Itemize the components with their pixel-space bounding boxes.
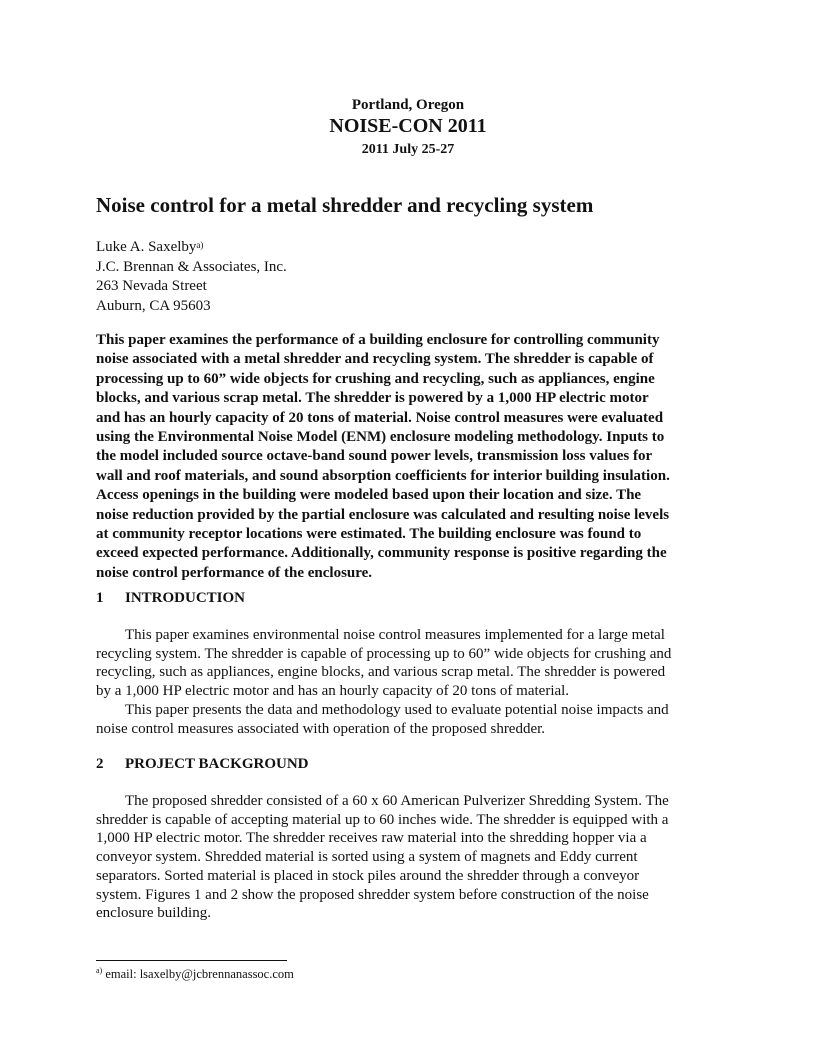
footnote-marker: a) xyxy=(96,966,103,975)
abstract-line: This paper examines the performance of a building enclosure for controlling community xyxy=(96,332,660,348)
abstract-line: exceed expected performance. Additionally, community response is positive regarding the xyxy=(96,545,667,562)
abstract-line: noise reduction provided by the partial enclosure was calculated and resulting noise levels xyxy=(96,506,670,523)
body-line: separators. Sorted material is placed in stock piles around the shredder through a conveyor xyxy=(96,867,640,884)
abstract-line: noise control performance of the enclosure. xyxy=(96,564,373,581)
section-title: PROJECT BACKGROUND xyxy=(125,756,309,772)
abstract-line: and has an hourly capacity of 20 tons of material. Noise control measures were evaluated xyxy=(96,409,664,426)
section-heading-project-background xyxy=(96,756,309,773)
abstract-line: processing up to 60” wide objects for crushing and recycling, such as appliances, engine xyxy=(96,370,655,387)
author-city: Auburn, CA 95603 xyxy=(96,297,211,314)
conference-name: NOISE-CON 2011 xyxy=(329,115,487,137)
body-line: shredder is capable of accepting material up to 60 inches wide. The shredder is equipped with a xyxy=(96,811,669,828)
abstract-line: the model included source octave-band sound power levels, transmission loss values for xyxy=(96,448,653,465)
author-company: J.C. Brennan & Associates, Inc. xyxy=(96,258,287,275)
section-number: 1 xyxy=(96,590,104,606)
paper-title: Noise control for a metal shredder and recycling system xyxy=(96,193,594,217)
footnote-text: email: lsaxelby@jcbrennanassoc.com xyxy=(102,967,294,981)
author-street: 263 Nevada Street xyxy=(96,278,207,294)
abstract xyxy=(96,331,716,583)
body-line: recycling system. The shredder is capable of processing up to 60” wide objects for crushing and xyxy=(96,645,672,662)
conference-location: Portland, Oregon xyxy=(351,97,465,113)
section-heading-introduction xyxy=(96,590,245,607)
abstract-line: blocks, and various scrap metal. The shredder is powered by a 1,000 HP electric motor xyxy=(96,390,649,407)
body-line: The proposed shredder consisted of a 60 x 60 American Pulverizer Shredding System. The xyxy=(125,793,669,809)
author-name: Luke A. Saxelby xyxy=(96,239,197,255)
conference-dates: 2011 July 25-27 xyxy=(361,142,455,157)
section-number: 2 xyxy=(96,756,104,772)
body-line: by a 1,000 HP electric motor and has an hourly capacity of 20 tons of material. xyxy=(96,683,570,700)
author-name-line xyxy=(96,238,287,258)
footnote xyxy=(96,967,294,982)
body-line: recycling, such as appliances, engine blocks, and various scrap metal. The shredder is powered xyxy=(96,664,666,681)
author-block xyxy=(96,238,287,316)
body-line: This paper presents the data and methodology used to evaluate potential noise impacts and xyxy=(125,701,669,718)
abstract-line: using the Environmental Noise Model (ENM) enclosure modeling methodology. Inputs to xyxy=(96,429,665,446)
body-line: enclosure building. xyxy=(96,905,211,922)
body-line: This paper examines environmental noise control measures implemented for a large metal xyxy=(125,627,665,643)
body-line: conveyor system. Shredded material is sorted using a system of magnets and Eddy current xyxy=(96,849,638,866)
introduction-body xyxy=(96,626,721,738)
body-line: 1,000 HP electric motor. The shredder receives raw material into the shredding hopper via a xyxy=(96,830,647,847)
abstract-line: at community receptor locations were estimated. The building enclosure was found to xyxy=(96,526,642,543)
section-title: INTRODUCTION xyxy=(125,590,246,606)
footnote-divider xyxy=(96,960,287,961)
abstract-line: Access openings in the building were modeled based upon their location and size. The xyxy=(96,487,642,504)
project-background-body xyxy=(96,792,721,923)
abstract-line: noise associated with a metal shredder and recycling system. The shredder is capable of xyxy=(96,351,654,368)
body-line: noise control measures associated with operation of the proposed shredder. xyxy=(96,720,546,737)
author-footnote-marker: a) xyxy=(196,240,204,250)
body-line: system. Figures 1 and 2 show the proposed shredder system before construction of the noise xyxy=(96,886,649,903)
abstract-line: wall and roof materials, and sound absorption coefficients for interior building insulation. xyxy=(96,467,670,484)
